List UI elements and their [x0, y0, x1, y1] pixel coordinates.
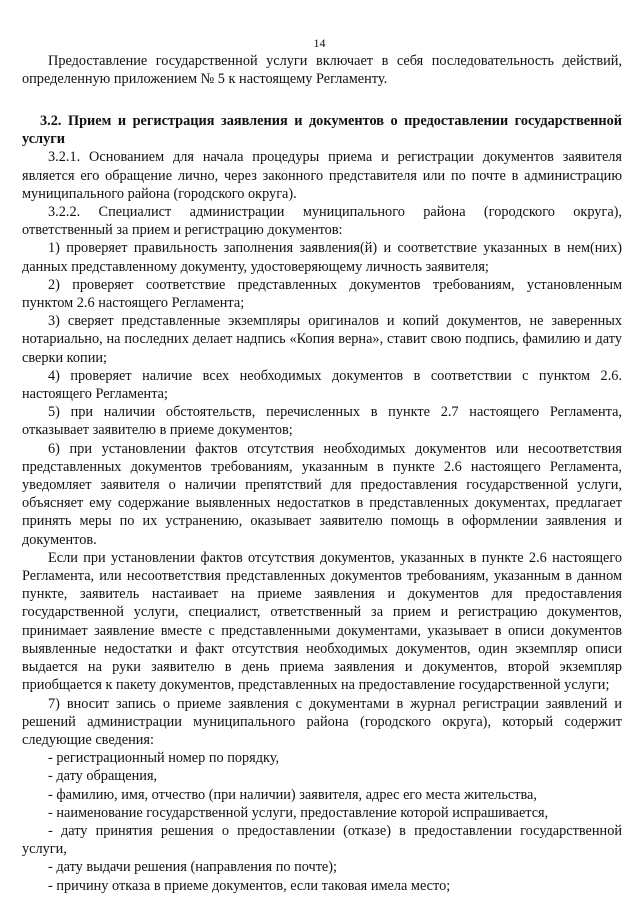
paragraph-3-2-2: 3.2.2. Специалист администрации муниципального района (городского округа), ответственный за прием и регистрацию документов:: [22, 204, 622, 239]
list-item-7: 7) вносит запись о приеме заявления с документами в журнал регистрации заявлений и решений администрации муниципального района (городского округа), который содержит следующие сведения:: [22, 695, 622, 748]
list-item-3: 3) сверяет представленные экземпляры оригиналов и копий документов, не заверенных нотариально, на последних делает надпись «Копия верна», ставит свою подпись, фамилию и дату сверки копии;: [22, 313, 622, 366]
list-item-5: 5) при наличии обстоятельств, перечисленных в пункте 2.7 настоящего Регламента, отказывает заявителю в приеме документов;: [22, 404, 622, 439]
list-item-2: 2) проверяет соответствие представленных документов требованиям, установленным пунктом 2.6 настоящего Регламента;: [22, 276, 622, 312]
dash-item-7: - причину отказа в приеме документов, если таковая имела место;: [48, 877, 451, 894]
list-item-4: 4) проверяет наличие всех необходимых документов в соответствии с пунктом 2.6. настоящего Регламента;: [22, 367, 622, 403]
section-heading: 3.2. Прием и регистрация заявления и документов о предоставлении государственной услуги: [22, 113, 622, 148]
dash-item-1: - регистрационный номер по порядку,: [48, 750, 280, 767]
document-body: [22, 52, 622, 895]
dash-item-3: - фамилию, имя, отчество (при наличии) заявителя, адрес его места жительства,: [48, 786, 537, 803]
list-item-1: 1) проверяет правильность заполнения заявления(й) и соответствие указанных в нем(них) данных представленному документу, удостоверяющему личность заявителя;: [22, 240, 622, 275]
dash-item-4: - наименование государственной услуги, предоставление которой испрашивается,: [48, 804, 549, 821]
dash-item-2: - дату обращения,: [48, 768, 158, 785]
paragraph-3-2-1: 3.2.1. Основанием для начала процедуры приема и регистрации документов заявителя является его обращение лично, через законного представителя или по почте в администрацию муниципального района (городского округа).: [22, 149, 622, 202]
dash-item-6: - дату выдачи решения (направления по почте);: [48, 859, 338, 876]
dash-item-5: - дату принятия решения о предоставлении (отказе) в предоставлении государственной услуги,: [22, 822, 622, 858]
page-number: 14: [313, 36, 326, 50]
intro-paragraph: Предоставление государственной услуги включает в себя последовательность действий, определенную приложением № 5 к настоящему Регламенту.: [22, 53, 622, 88]
paragraph-if: Если при установлении фактов отсутствия документов, указанных в пункте 2.6 настоящего Регламента, или несоответствия представленных документов требованиям, указанным в данном пункте, заявитель настаивает на приеме заявления и документов для предоставления государственной услуги, специалист, ответственный за прием и регистрацию документов, принимает заявление вместе с представленными документами, указывает в описи документов выявленные недостатки и факт отсутствия необходимых документов, один экземпляр описи выдается на руки заявителю в день приема заявления и документов, второй экземпляр приобщается к пакету документов, представленных на предоставление государственной услуги;: [22, 549, 622, 694]
list-item-6: 6) при установлении фактов отсутствия необходимых документов или несоответствия представленных документов требованиям, указанным в пункте 2.6 настоящего Регламента, уведомляет заявителя о наличии препятствий для предоставления государственной услуги, объясняет ему содержание выявленных недостатков в представленных документах, предлагает принять меры по их устранению, оказывает заявителю помощь в оформлении заявления и документов.: [22, 440, 622, 548]
